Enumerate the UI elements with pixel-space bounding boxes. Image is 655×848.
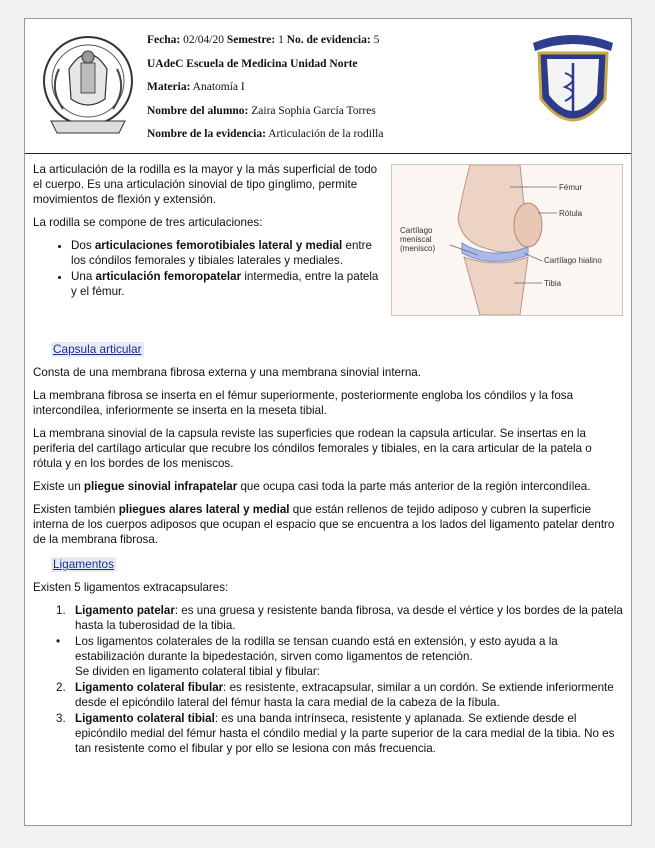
bullet1-bold: articulaciones femorotibiales lateral y medial <box>94 239 343 252</box>
header-line-1 <box>147 29 517 53</box>
header-line-2 <box>147 53 517 77</box>
bullet2-suffix: intermedia, entre la patela y el fémur. <box>71 270 379 298</box>
bullet-marker: • <box>56 635 61 648</box>
label-tibia: Tibia <box>544 279 562 288</box>
capsula-paragraph-3: La membrana sinovial de la capsula reviste las superficies que rodean la capsula articular. Se insertas en la periferia del cartílago articular que recubre los cóndilos femorales y tibiales, en la cara articular de la patela o rótula y en los bordes de los meniscos. <box>33 427 592 470</box>
alumno-label: Nombre del alumno: <box>147 104 249 117</box>
colaterales-subtext: Se dividen en ligamento colateral tibial y fibular: <box>75 665 320 678</box>
ligamento-fibular-text: : es resistente, extracapsular, similar a un cordón. Se extiende inferiormente desde el epicóndilo lateral del fémur hasta la cara medial de la cabeza de la fíbula. <box>75 681 614 709</box>
university-seal-logo <box>39 29 137 141</box>
evidencia-label: No. de evidencia: <box>286 34 371 46</box>
label-femur: Fémur <box>559 183 583 192</box>
document-body <box>33 162 623 757</box>
list-item <box>56 680 623 710</box>
list-item <box>56 711 623 756</box>
p4-bold: pliegue sinovial infrapatelar <box>83 480 238 493</box>
label-cartilago-meniscal-2: meniscal <box>400 235 432 244</box>
bullet2-bold: articulación femoropatelar <box>95 270 242 283</box>
bullet2-prefix: Una <box>71 270 96 283</box>
fecha-label: Fecha: <box>147 34 181 46</box>
semestre-label: Semestre: <box>226 34 276 46</box>
capsula-paragraph-4 <box>33 479 623 494</box>
materia-label: Materia: <box>147 81 191 93</box>
list-item <box>71 238 383 268</box>
document-page <box>24 18 632 826</box>
intro-text <box>33 162 383 305</box>
ligamento-tibial-text: : es una banda intrínseca, resistente y aplanada. Se extiende desde el epicóndilo medial del fémur hasta el cóndilo medial y la parte superior de la cara medial de la tibia. No es tan resistente como el fibular y por ello se lesiona con más frecuencia. <box>75 712 615 755</box>
p5-bold: pliegues alares lateral y medial <box>118 503 290 516</box>
list-marker: 1. <box>56 604 66 617</box>
list-item <box>56 603 623 633</box>
school-name: UAdeC Escuela de Medicina Unidad Norte <box>147 57 358 70</box>
intro-paragraph-1: La articulación de la rodilla es la mayor y la más superficial de todo el cuerpo. Es una articulación sinovial de tipo gínglimo, permite movimientos de flexión y extensión. <box>33 163 378 206</box>
fecha-value: 02/04/20 <box>183 34 224 46</box>
p5-prefix: Existen también <box>33 503 119 516</box>
ligamento-patelar-text: : es una gruesa y resistente banda fibrosa, va desde el vértice y los bordes de la patela hasta la tuberosidad de la tibia. <box>75 604 623 632</box>
colaterales-text: Los ligamentos colaterales de la rodilla se tensan cuando está en extensión, y esto ayuda a la estabilización durante la bipedestación, sirven como ligamentos de retención. <box>75 635 558 663</box>
capsula-paragraph-5 <box>33 502 623 547</box>
articulaciones-list <box>33 238 383 299</box>
nombre-evidencia-label: Nombre de la evidencia: <box>147 128 266 140</box>
bullet1-prefix: Dos <box>71 239 95 252</box>
header-line-4 <box>147 100 517 124</box>
capsula-paragraph-1: Consta de una membrana fibrosa externa y una membrana sinovial interna. <box>33 366 421 379</box>
label-cartilago-hialino: Cartílago hialino <box>544 256 602 265</box>
materia-value: Anatomía I <box>192 81 245 93</box>
header-info <box>147 29 517 147</box>
header-line-5 <box>147 123 517 147</box>
alumno-value: Zaira Sophia García Torres <box>251 104 376 117</box>
section-title-ligamentos: Ligamentos <box>53 557 114 571</box>
p4-suffix: que ocupa casi toda la parte más anterior de la región intercondílea. <box>237 480 591 493</box>
evidencia-value: 5 <box>373 34 380 46</box>
bullet1-suffix: entre los cóndilos femorales y tibiales laterales y mediales. <box>71 239 372 267</box>
nombre-evidencia-value: Articulación de la rodilla <box>268 128 384 140</box>
list-item <box>56 634 623 679</box>
intro-paragraph-2: La rodilla se compone de tres articulaciones: <box>33 216 263 229</box>
ligamentos-intro: Existen 5 ligamentos extracapsulares: <box>33 581 229 594</box>
intro-section <box>33 162 623 340</box>
label-cartilago-meniscal-1: Cartílago <box>400 226 433 235</box>
capsula-paragraph-2: La membrana fibrosa se inserta en el fémur superiormente, posteriormente engloba los cóndilos y la fosa intercondílea, inferiormente se inserta en la meseta tibial. <box>33 389 574 417</box>
section-title-capsula: Capsula articular <box>53 342 142 356</box>
knee-anatomy-figure <box>391 164 623 316</box>
p5-suffix: que están rellenos de tejido adiposo y cubren la superficie interna de los cuerpos adiposos que ocupan el espacio que se encuentra a los lados del ligamento patelar dentro de la membrana fibrosa. <box>33 503 615 546</box>
ligamentos-list <box>33 603 623 756</box>
ligamento-tibial-title: Ligamento colateral tibial <box>75 712 215 725</box>
list-marker: 2. <box>56 681 66 694</box>
p4-prefix: Existe un <box>33 480 84 493</box>
list-item <box>71 269 383 299</box>
ligamento-patelar-title: Ligamento patelar <box>75 604 175 617</box>
label-cartilago-meniscal-3: (menisco) <box>400 244 436 253</box>
ligamento-fibular-title: Ligamento colateral fibular <box>75 681 224 694</box>
school-shield-logo <box>525 29 621 145</box>
header-line-3 <box>147 76 517 100</box>
label-rotula: Rótula <box>559 209 583 218</box>
document-header <box>25 19 631 154</box>
semestre-value: 1 <box>278 34 284 46</box>
list-marker: 3. <box>56 712 66 725</box>
